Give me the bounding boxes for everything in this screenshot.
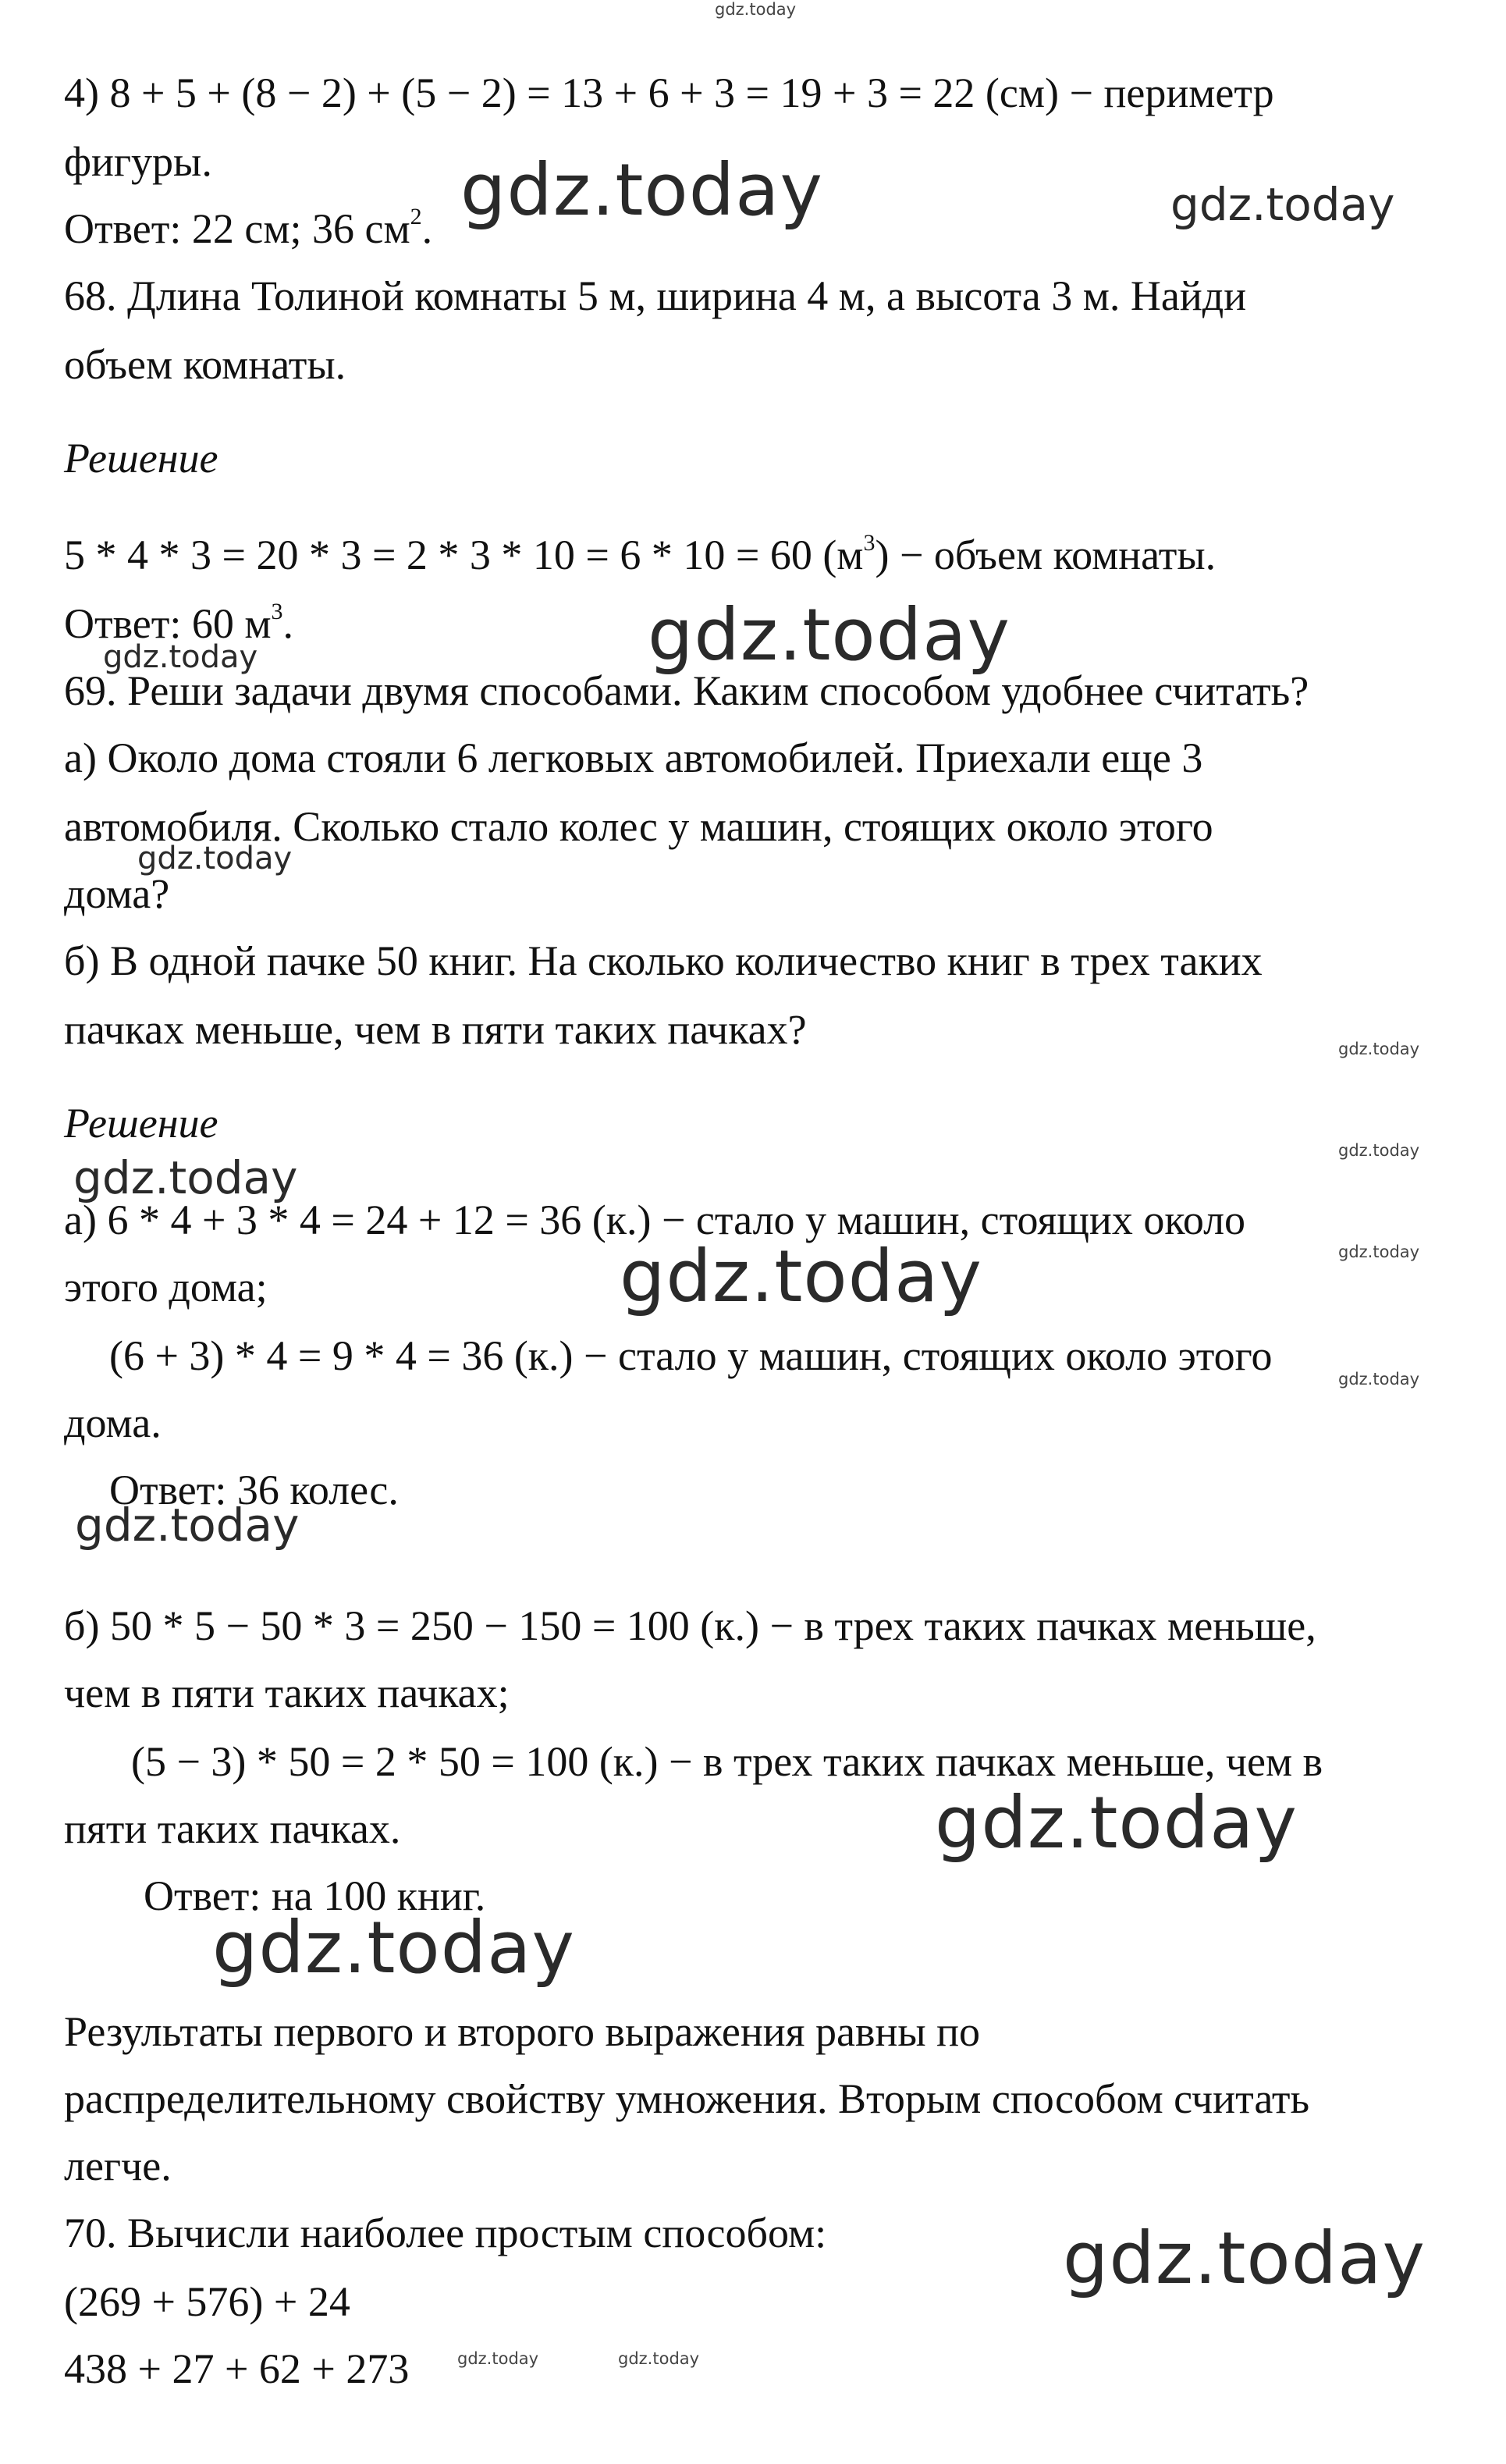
- watermark-tiny: gdz.today: [457, 2349, 539, 2368]
- text-line: (269 + 576) + 24: [64, 2278, 350, 2325]
- text-line: автомобиля. Сколько стало колес у машин, стоящих около этого: [64, 803, 1213, 850]
- text-line: а) Около дома стояли 6 легковых автомобилей. Приехали еще 3: [64, 734, 1203, 781]
- text-line: б) 50 * 5 − 50 * 3 = 250 − 150 = 100 (к.) − в трех таких пачках меньше,: [64, 1602, 1316, 1649]
- watermark-large: gdz.today: [1063, 2217, 1426, 2300]
- text-line: дома.: [64, 1399, 162, 1446]
- watermark-tiny: gdz.today: [1338, 1243, 1420, 1261]
- text-line: пяти таких пачках.: [64, 1805, 401, 1852]
- text-line: дома?: [64, 870, 170, 917]
- text-line: Ответ: 60 $м^3$.: [64, 599, 294, 647]
- text-line: объем комнаты.: [64, 341, 346, 388]
- text-line: Результаты первого и второго выражения равны по: [64, 2008, 981, 2055]
- watermark-top: gdz.today: [715, 0, 797, 19]
- watermark-small: gdz.today: [137, 841, 293, 876]
- watermark-large: gdz.today: [648, 593, 1011, 677]
- problem-69-title: 69. Реши задачи двумя способами. Каким способом удобнее считать?: [64, 667, 1309, 714]
- text-line: пачках меньше, чем в пяти таких пачках?: [64, 1006, 807, 1053]
- watermark-tiny: gdz.today: [1338, 1040, 1420, 1058]
- text-line: 438 + 27 + 62 + 273: [64, 2345, 410, 2392]
- solution-heading: Решение: [64, 435, 218, 482]
- text-line: фигуры.: [64, 138, 212, 185]
- answer-line: Ответ: на 100 книг.: [144, 1872, 486, 1919]
- watermark-large: gdz.today: [935, 1781, 1298, 1865]
- answer-line: Ответ: 36 колес.: [109, 1467, 399, 1513]
- text-line: (6 + 3) * 4 = 9 * 4 = 36 (к.) − стало у машин, стоящих около этого: [109, 1332, 1273, 1379]
- watermark-large: gdz.today: [620, 1235, 982, 1318]
- watermark-medium: gdz.today: [1170, 178, 1395, 231]
- text-line: (5 − 3) * 50 = 2 * 50 = 100 (к.) − в трех таких пачках меньше, чем в: [131, 1738, 1323, 1785]
- text-line: 4) 8 + 5 + (8 − 2) + (5 − 2) = 13 + 6 + 3 = 19 + 3 = 22 (см) − периметр: [64, 69, 1274, 116]
- text-line: Ответ: 22 см; 36 $см^2$.: [64, 204, 433, 252]
- watermark-tiny: gdz.today: [1338, 1370, 1420, 1388]
- text-line: б) В одной пачке 50 книг. На сколько количество книг в трех таких: [64, 937, 1263, 984]
- text-line: 5 * 4 * 3 = 20 * 3 = 2 * 3 * 10 = 6 * 10 = 60 $(м^3)$ − объем комнаты.: [64, 530, 1217, 578]
- watermark-large: gdz.today: [460, 148, 823, 232]
- problem-68-title: 68. Длина Толиной комнаты 5 м, ширина 4 м, а высота 3 м. Найди: [64, 272, 1247, 319]
- solution-heading: Решение: [64, 1100, 218, 1147]
- watermark-large: gdz.today: [212, 1906, 575, 1989]
- text-line: легче.: [64, 2142, 172, 2189]
- watermark-tiny: gdz.today: [1338, 1141, 1420, 1160]
- text-line: распределительному свойству умножения. Вторым способом считать: [64, 2075, 1310, 2122]
- watermark-medium: gdz.today: [73, 1151, 298, 1204]
- text-line: этого дома;: [64, 1264, 268, 1310]
- problem-70-title: 70. Вычисли наиболее простым способом:: [64, 2210, 827, 2256]
- text-line: а) 6 * 4 + 3 * 4 = 24 + 12 = 36 (к.) − стало у машин, стоящих около: [64, 1196, 1246, 1243]
- watermark-tiny: gdz.today: [618, 2349, 700, 2368]
- watermark-small: gdz.today: [103, 639, 258, 675]
- text-line: чем в пяти таких пачках;: [64, 1669, 510, 1716]
- watermark-medium: gdz.today: [75, 1499, 300, 1552]
